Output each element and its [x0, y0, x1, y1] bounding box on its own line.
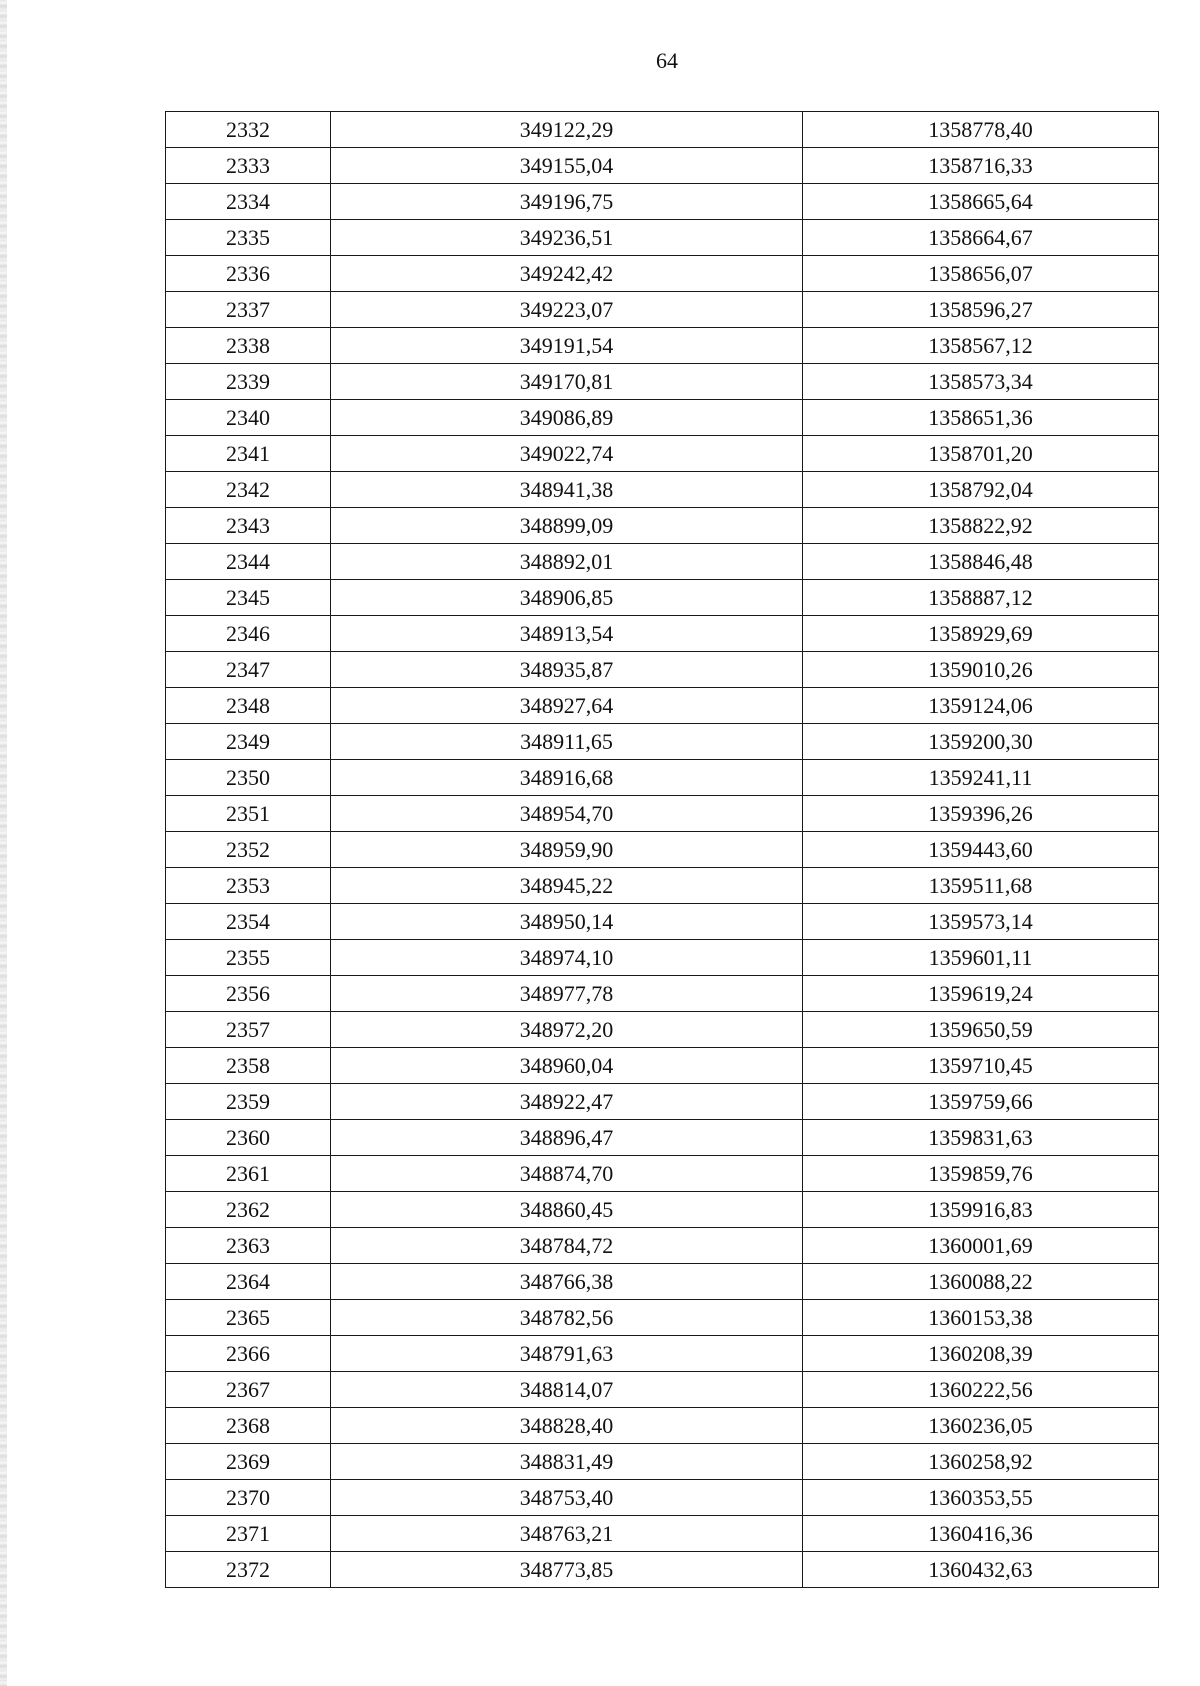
- y-coordinate-cell: 1360432,63: [803, 1552, 1159, 1588]
- x-coordinate-cell: 348773,85: [331, 1552, 803, 1588]
- table-row: [166, 940, 1159, 976]
- table-row: [166, 184, 1159, 220]
- table-row: [166, 652, 1159, 688]
- y-coordinate-cell: 1358665,64: [803, 184, 1159, 220]
- table-row: [166, 724, 1159, 760]
- table-row: [166, 1012, 1159, 1048]
- point-number-cell: 2358: [166, 1048, 331, 1084]
- table-row: [166, 616, 1159, 652]
- x-coordinate-cell: 348935,87: [331, 652, 803, 688]
- y-coordinate-cell: 1359443,60: [803, 832, 1159, 868]
- x-coordinate-cell: 348906,85: [331, 580, 803, 616]
- point-number-cell: 2339: [166, 364, 331, 400]
- x-coordinate-cell: 348896,47: [331, 1120, 803, 1156]
- table-row: [166, 904, 1159, 940]
- y-coordinate-cell: 1359010,26: [803, 652, 1159, 688]
- x-coordinate-cell: 349242,42: [331, 256, 803, 292]
- y-coordinate-cell: 1358792,04: [803, 472, 1159, 508]
- point-number-cell: 2343: [166, 508, 331, 544]
- table-row: [166, 1444, 1159, 1480]
- table-row: [166, 580, 1159, 616]
- x-coordinate-cell: 349196,75: [331, 184, 803, 220]
- y-coordinate-cell: 1358567,12: [803, 328, 1159, 364]
- y-coordinate-cell: 1358664,67: [803, 220, 1159, 256]
- point-number-cell: 2352: [166, 832, 331, 868]
- x-coordinate-cell: 348892,01: [331, 544, 803, 580]
- table-row: [166, 472, 1159, 508]
- point-number-cell: 2357: [166, 1012, 331, 1048]
- y-coordinate-cell: 1358887,12: [803, 580, 1159, 616]
- point-number-cell: 2362: [166, 1192, 331, 1228]
- y-coordinate-cell: 1360416,36: [803, 1516, 1159, 1552]
- y-coordinate-cell: 1360258,92: [803, 1444, 1159, 1480]
- point-number-cell: 2350: [166, 760, 331, 796]
- point-number-cell: 2332: [166, 112, 331, 148]
- point-number-cell: 2347: [166, 652, 331, 688]
- point-number-cell: 2346: [166, 616, 331, 652]
- y-coordinate-cell: 1359710,45: [803, 1048, 1159, 1084]
- table-row: [166, 1300, 1159, 1336]
- point-number-cell: 2361: [166, 1156, 331, 1192]
- x-coordinate-cell: 348916,68: [331, 760, 803, 796]
- x-coordinate-cell: 348954,70: [331, 796, 803, 832]
- y-coordinate-cell: 1358929,69: [803, 616, 1159, 652]
- table-row: [166, 1408, 1159, 1444]
- x-coordinate-cell: 348972,20: [331, 1012, 803, 1048]
- point-number-cell: 2369: [166, 1444, 331, 1480]
- x-coordinate-cell: 348945,22: [331, 868, 803, 904]
- table-row: [166, 1156, 1159, 1192]
- x-coordinate-cell: 349155,04: [331, 148, 803, 184]
- y-coordinate-cell: 1358656,07: [803, 256, 1159, 292]
- table-row: [166, 436, 1159, 472]
- point-number-cell: 2345: [166, 580, 331, 616]
- x-coordinate-cell: 348899,09: [331, 508, 803, 544]
- point-number-cell: 2367: [166, 1372, 331, 1408]
- point-number-cell: 2359: [166, 1084, 331, 1120]
- table-row: [166, 220, 1159, 256]
- y-coordinate-cell: 1358573,34: [803, 364, 1159, 400]
- table-row: [166, 796, 1159, 832]
- y-coordinate-cell: 1358701,20: [803, 436, 1159, 472]
- y-coordinate-cell: 1360088,22: [803, 1264, 1159, 1300]
- x-coordinate-cell: 348913,54: [331, 616, 803, 652]
- y-coordinate-cell: 1360153,38: [803, 1300, 1159, 1336]
- point-number-cell: 2364: [166, 1264, 331, 1300]
- coordinates-table-body: [166, 112, 1159, 1588]
- table-row: [166, 508, 1159, 544]
- x-coordinate-cell: 349191,54: [331, 328, 803, 364]
- point-number-cell: 2338: [166, 328, 331, 364]
- point-number-cell: 2349: [166, 724, 331, 760]
- x-coordinate-cell: 349022,74: [331, 436, 803, 472]
- table-row: [166, 1264, 1159, 1300]
- x-coordinate-cell: 348766,38: [331, 1264, 803, 1300]
- y-coordinate-cell: 1360222,56: [803, 1372, 1159, 1408]
- y-coordinate-cell: 1359759,66: [803, 1084, 1159, 1120]
- point-number-cell: 2336: [166, 256, 331, 292]
- y-coordinate-cell: 1360236,05: [803, 1408, 1159, 1444]
- point-number-cell: 2371: [166, 1516, 331, 1552]
- point-number-cell: 2344: [166, 544, 331, 580]
- x-coordinate-cell: 348911,65: [331, 724, 803, 760]
- point-number-cell: 2355: [166, 940, 331, 976]
- point-number-cell: 2348: [166, 688, 331, 724]
- x-coordinate-cell: 348927,64: [331, 688, 803, 724]
- x-coordinate-cell: 348753,40: [331, 1480, 803, 1516]
- point-number-cell: 2356: [166, 976, 331, 1012]
- point-number-cell: 2366: [166, 1336, 331, 1372]
- table-row: [166, 1120, 1159, 1156]
- y-coordinate-cell: 1359916,83: [803, 1192, 1159, 1228]
- table-row: [166, 1084, 1159, 1120]
- x-coordinate-cell: 348874,70: [331, 1156, 803, 1192]
- x-coordinate-cell: 348950,14: [331, 904, 803, 940]
- x-coordinate-cell: 349223,07: [331, 292, 803, 328]
- point-number-cell: 2353: [166, 868, 331, 904]
- point-number-cell: 2337: [166, 292, 331, 328]
- table-row: [166, 868, 1159, 904]
- point-number-cell: 2363: [166, 1228, 331, 1264]
- table-row: [166, 1228, 1159, 1264]
- x-coordinate-cell: 348977,78: [331, 976, 803, 1012]
- x-coordinate-cell: 348959,90: [331, 832, 803, 868]
- point-number-cell: 2372: [166, 1552, 331, 1588]
- point-number-cell: 2351: [166, 796, 331, 832]
- y-coordinate-cell: 1359241,11: [803, 760, 1159, 796]
- y-coordinate-cell: 1358596,27: [803, 292, 1159, 328]
- x-coordinate-cell: 349170,81: [331, 364, 803, 400]
- y-coordinate-cell: 1359124,06: [803, 688, 1159, 724]
- x-coordinate-cell: 348828,40: [331, 1408, 803, 1444]
- table-row: [166, 256, 1159, 292]
- x-coordinate-cell: 348791,63: [331, 1336, 803, 1372]
- point-number-cell: 2368: [166, 1408, 331, 1444]
- point-number-cell: 2354: [166, 904, 331, 940]
- table-row: [166, 1336, 1159, 1372]
- table-row: [166, 1192, 1159, 1228]
- y-coordinate-cell: 1359200,30: [803, 724, 1159, 760]
- point-number-cell: 2360: [166, 1120, 331, 1156]
- coordinates-table: [165, 111, 1159, 1588]
- table-row: [166, 1552, 1159, 1588]
- x-coordinate-cell: 348941,38: [331, 472, 803, 508]
- x-coordinate-cell: 349122,29: [331, 112, 803, 148]
- scan-edge: [0, 0, 7, 1686]
- y-coordinate-cell: 1360208,39: [803, 1336, 1159, 1372]
- table-row: [166, 1048, 1159, 1084]
- table-row: [166, 832, 1159, 868]
- y-coordinate-cell: 1360353,55: [803, 1480, 1159, 1516]
- y-coordinate-cell: 1358651,36: [803, 400, 1159, 436]
- point-number-cell: 2341: [166, 436, 331, 472]
- table-row: [166, 292, 1159, 328]
- y-coordinate-cell: 1359601,11: [803, 940, 1159, 976]
- y-coordinate-cell: 1359859,76: [803, 1156, 1159, 1192]
- y-coordinate-cell: 1358822,92: [803, 508, 1159, 544]
- table-row: [166, 544, 1159, 580]
- point-number-cell: 2333: [166, 148, 331, 184]
- table-row: [166, 400, 1159, 436]
- table-row: [166, 148, 1159, 184]
- point-number-cell: 2370: [166, 1480, 331, 1516]
- y-coordinate-cell: 1360001,69: [803, 1228, 1159, 1264]
- x-coordinate-cell: 348960,04: [331, 1048, 803, 1084]
- table-row: [166, 976, 1159, 1012]
- point-number-cell: 2334: [166, 184, 331, 220]
- x-coordinate-cell: 348763,21: [331, 1516, 803, 1552]
- y-coordinate-cell: 1358846,48: [803, 544, 1159, 580]
- y-coordinate-cell: 1359831,63: [803, 1120, 1159, 1156]
- y-coordinate-cell: 1359511,68: [803, 868, 1159, 904]
- x-coordinate-cell: 348782,56: [331, 1300, 803, 1336]
- page-number: 64: [656, 48, 678, 73]
- table-row: [166, 1516, 1159, 1552]
- y-coordinate-cell: 1358716,33: [803, 148, 1159, 184]
- x-coordinate-cell: 349086,89: [331, 400, 803, 436]
- x-coordinate-cell: 348860,45: [331, 1192, 803, 1228]
- point-number-cell: 2342: [166, 472, 331, 508]
- table-row: [166, 688, 1159, 724]
- x-coordinate-cell: 348922,47: [331, 1084, 803, 1120]
- point-number-cell: 2335: [166, 220, 331, 256]
- y-coordinate-cell: 1359573,14: [803, 904, 1159, 940]
- table-row: [166, 1372, 1159, 1408]
- table-row: [166, 1480, 1159, 1516]
- y-coordinate-cell: 1359619,24: [803, 976, 1159, 1012]
- table-row: [166, 364, 1159, 400]
- x-coordinate-cell: 349236,51: [331, 220, 803, 256]
- point-number-cell: 2340: [166, 400, 331, 436]
- y-coordinate-cell: 1358778,40: [803, 112, 1159, 148]
- table-row: [166, 112, 1159, 148]
- point-number-cell: 2365: [166, 1300, 331, 1336]
- x-coordinate-cell: 348814,07: [331, 1372, 803, 1408]
- table-row: [166, 328, 1159, 364]
- x-coordinate-cell: 348974,10: [331, 940, 803, 976]
- y-coordinate-cell: 1359396,26: [803, 796, 1159, 832]
- y-coordinate-cell: 1359650,59: [803, 1012, 1159, 1048]
- x-coordinate-cell: 348784,72: [331, 1228, 803, 1264]
- x-coordinate-cell: 348831,49: [331, 1444, 803, 1480]
- table-row: [166, 760, 1159, 796]
